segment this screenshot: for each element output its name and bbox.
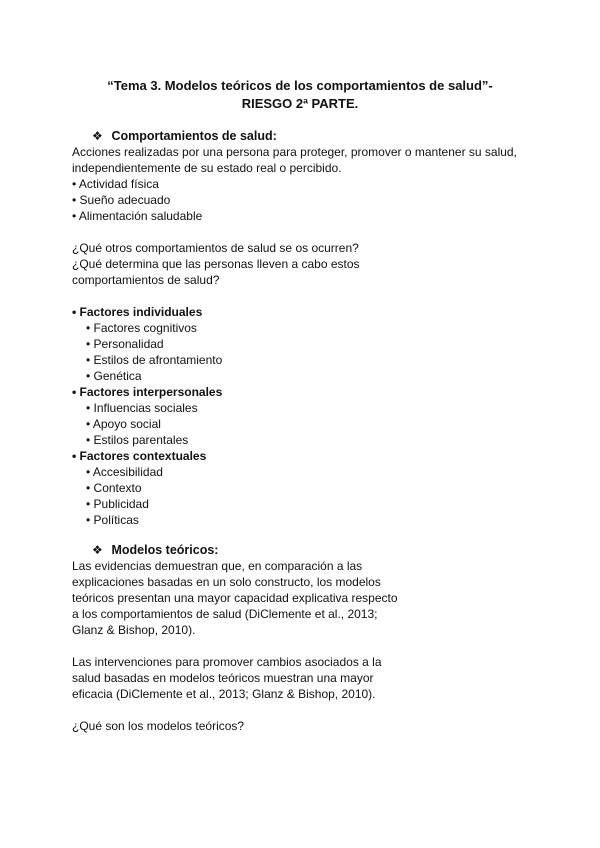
list-item: • Estilos de afrontamiento <box>86 353 223 367</box>
section-heading-text: Comportamientos de salud: <box>111 129 277 143</box>
list-item: • Apoyo social <box>86 417 161 431</box>
list-item: • Influencias sociales <box>86 401 198 415</box>
factor-group-label: • Factores individuales <box>72 305 203 319</box>
list-item: • Genética <box>86 369 142 383</box>
paragraph-line: explicaciones basadas en un solo constructo, los modelos <box>72 575 381 589</box>
list-item: • Contexto <box>86 481 142 495</box>
examples-list <box>72 176 202 224</box>
list-item: • Publicidad <box>86 497 149 511</box>
paragraph-line: Las intervenciones para promover cambios asociados a la <box>72 655 382 669</box>
factor-group-label: • Factores contextuales <box>72 449 207 463</box>
evidence-paragraph <box>72 558 542 638</box>
factors-list <box>72 304 222 528</box>
diamond-bullet-icon: ❖ <box>92 129 103 143</box>
document-title-line-1: “Tema 3. Modelos teóricos de los comportamientos de salud”- <box>107 78 493 93</box>
paragraph-line: a los comportamientos de salud (DiClemente et al., 2013; <box>72 607 378 621</box>
list-item: • Estilos parentales <box>86 433 189 447</box>
question-line: ¿Qué determina que las personas lleven a cabo estos <box>72 257 360 271</box>
list-item: • Personalidad <box>86 337 164 351</box>
document-title-line-2: RIESGO 2ª PARTE. <box>241 96 359 111</box>
list-item: • Sueño adecuado <box>72 193 171 207</box>
section-heading-text: Modelos teóricos: <box>111 543 219 557</box>
section-heading-modelos <box>92 542 218 558</box>
question-line: ¿Qué otros comportamientos de salud se os ocurren? <box>72 241 359 255</box>
interventions-paragraph <box>72 654 542 702</box>
list-item: • Accesibilidad <box>86 465 163 479</box>
questions-paragraph <box>72 240 542 288</box>
paragraph-line: Las evidencias demuestran que, en comparación a las <box>72 559 363 573</box>
paragraph-line: Glanz & Bishop, 2010). <box>72 623 196 637</box>
list-item: • Políticas <box>86 513 139 527</box>
list-item: • Alimentación saludable <box>72 209 203 223</box>
factor-group-label: • Factores interpersonales <box>72 385 223 399</box>
question-line: comportamientos de salud? <box>72 273 220 287</box>
paragraph-line: eficacia (DiClemente et al., 2013; Glanz & Bishop, 2010). <box>72 687 376 701</box>
paragraph-line: salud basadas en modelos teóricos muestran una mayor <box>72 671 374 685</box>
closing-question: ¿Qué son los modelos teóricos? <box>72 719 245 733</box>
definition-paragraph <box>72 144 542 176</box>
list-item: • Actividad física <box>72 177 159 191</box>
list-item: • Factores cognitivos <box>86 321 197 335</box>
paragraph-line: teóricos presentan una mayor capacidad explicativa respecto <box>72 591 398 605</box>
definition-line: Acciones realizadas por una persona para proteger, promover o mantener su salud, <box>72 145 517 159</box>
definition-line: independientemente de su estado real o percibido. <box>72 161 342 175</box>
section-heading-comportamientos <box>92 128 277 144</box>
diamond-bullet-icon: ❖ <box>92 543 103 557</box>
